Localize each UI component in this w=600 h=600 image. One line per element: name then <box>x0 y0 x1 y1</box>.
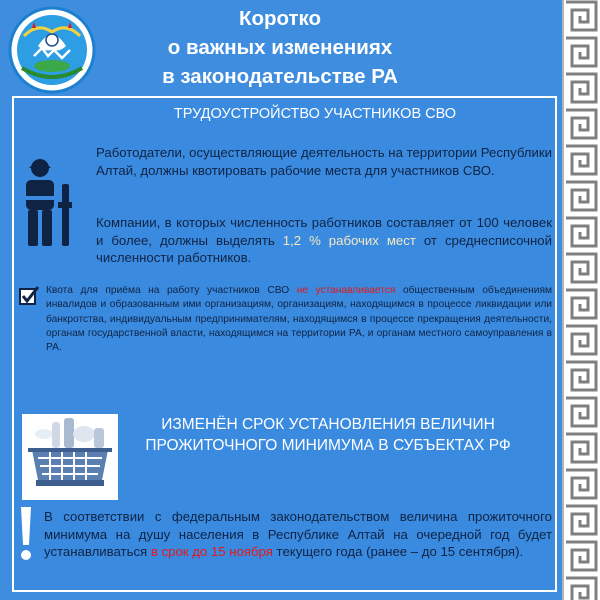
section1-paragraph-2: Компании, в которых численность работников составляет от 100 человек и более, должны выделять 1,2 % рабочих мест от среднесписочной численности работников. <box>96 215 552 265</box>
quota-exceptions-text: Квота для приёма на работу участников СВО не устанавливается общественным объединениям инвалидов и образованным ими организациям, организациям, находящимся в процессе ликвидации или банкротства, индивидуальным предпринимателям, находящимся в процессе прекращения деятельности, органам государственной власти, находящимся на территории РА, и органам местного самоуправления в РА. <box>46 285 552 354</box>
soldier-icon <box>20 158 78 248</box>
checkbox-icon <box>18 285 40 307</box>
coat-of-arms-emblem <box>8 6 96 94</box>
deadline-highlight: в срок до 15 ноября <box>150 544 273 559</box>
section2-title-line-1: ИЗМЕНЁН СРОК УСТАНОВЛЕНИЯ ВЕЛИЧИН <box>161 416 495 433</box>
greek-key-ornament <box>562 0 600 600</box>
section1-paragraph-1: Работодатели, осуществляющие деятельность на территории Республики Алтай, должны квотировать рабочие места для участников СВО. <box>96 145 552 178</box>
not-set-highlight: не устанавливается <box>296 285 396 296</box>
grocery-basket-icon <box>22 414 118 500</box>
section2-title-line-2: ПРОЖИТОЧНОГО МИНИМУМА В СУБЪЕКТАХ РФ <box>145 437 511 454</box>
exclamation-icon <box>16 505 36 563</box>
section1-title: ТРУДОУСТРОЙСТВО УЧАСТНИКОВ СВО <box>173 106 457 122</box>
section2-title <box>128 414 528 456</box>
quota-percent-highlight: 1,2 % рабочих мест <box>282 232 416 248</box>
page-title <box>130 4 430 91</box>
title-line-2: о важных изменениях <box>167 36 393 59</box>
title-line-3: в законодательстве РА <box>162 65 398 88</box>
title-line-1: Коротко <box>238 7 322 30</box>
section2-paragraph: В соответствии с федеральным законодательством величина прожиточного минимума на душу населения в Республике Алтай на очередной год будет устанавливаться в срок до 15 ноября текущего года (ранее – до 15 сентября). <box>44 509 552 559</box>
